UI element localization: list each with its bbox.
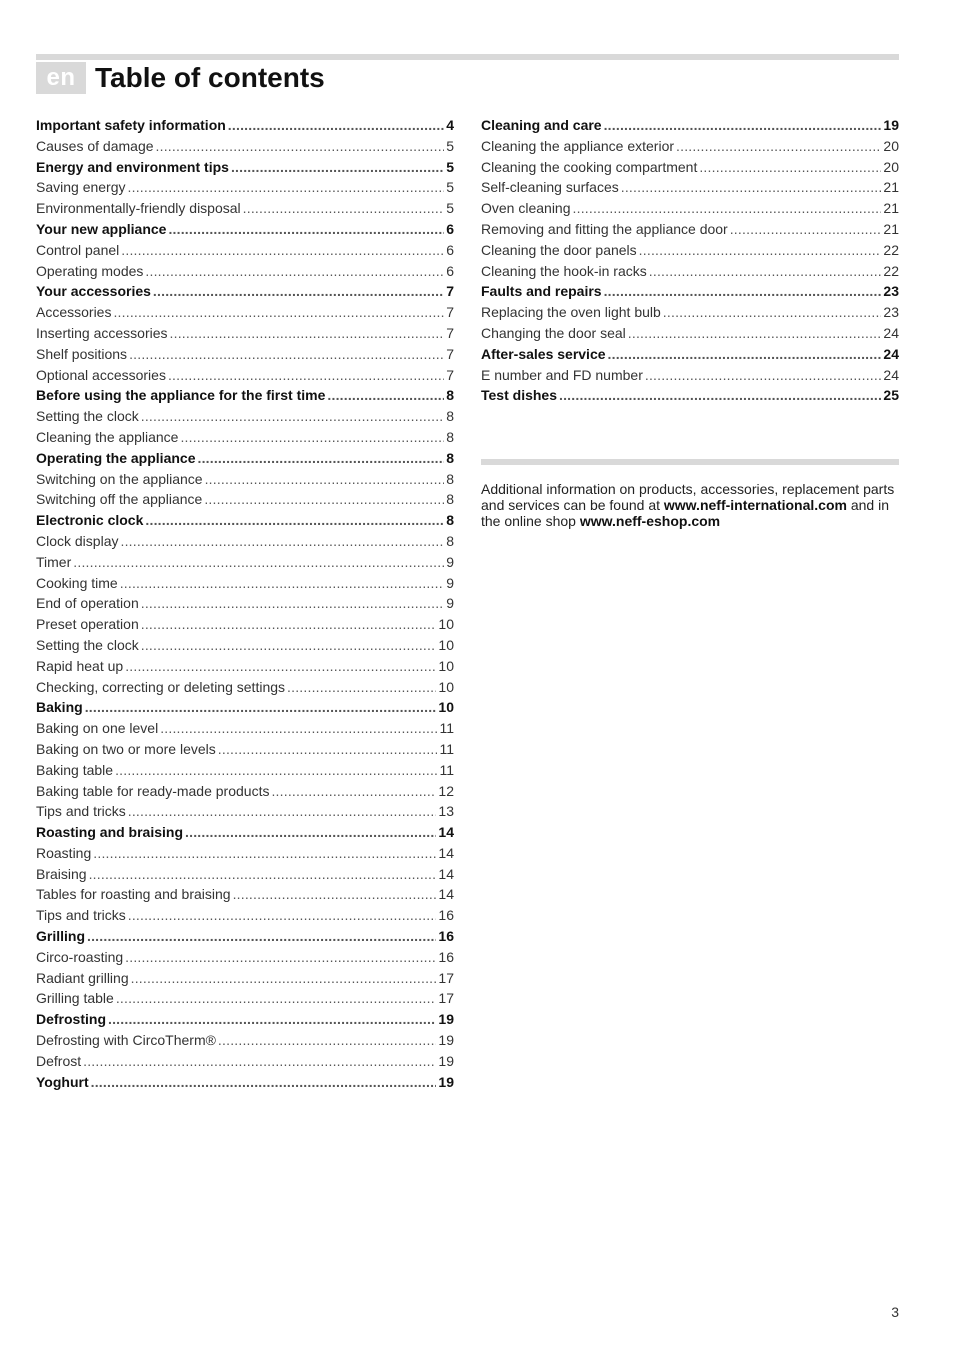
dot-leader	[116, 988, 437, 1009]
toc-entry-label: Removing and fitting the appliance door	[481, 220, 728, 237]
toc-section-entry[interactable]	[36, 469, 454, 490]
dot-leader	[243, 198, 445, 219]
dot-leader	[699, 157, 881, 178]
toc-entry-page: 5	[446, 179, 454, 196]
toc-entry-page: 22	[883, 241, 899, 258]
toc-section-entry[interactable]	[36, 739, 454, 760]
toc-entry-page: 14	[438, 844, 454, 861]
toc-entry-page: 23	[883, 283, 899, 300]
section-divider	[481, 459, 899, 465]
toc-entry-label: Cleaning the door panels	[481, 241, 637, 258]
toc-entry-page: 13	[438, 803, 454, 820]
page-header	[36, 62, 325, 94]
dot-leader	[108, 1009, 436, 1030]
toc-entry-label: Cleaning and care	[481, 117, 602, 133]
dot-leader	[91, 1072, 437, 1093]
toc-section-entry[interactable]	[36, 656, 454, 677]
dot-leader	[168, 365, 444, 386]
toc-entry-page: 21	[883, 220, 899, 237]
toc-entry-label: Control panel	[36, 241, 120, 258]
dot-leader	[156, 136, 445, 157]
dot-leader	[129, 344, 444, 365]
dot-leader	[231, 157, 444, 178]
eshop-link[interactable]: www.neff-eshop.com	[579, 513, 721, 529]
toc-section-entry[interactable]	[36, 406, 454, 427]
toc-entry-label: Rapid heat up	[36, 657, 124, 674]
toc-entry-page: 8	[446, 512, 454, 529]
toc-entry-page: 7	[446, 366, 454, 383]
toc-entry-page: 9	[446, 595, 454, 612]
toc-section-entry[interactable]	[36, 760, 454, 781]
toc-section-entry[interactable]	[36, 427, 454, 448]
toc-entry-label: Changing the door seal	[481, 324, 626, 341]
dot-leader	[218, 1030, 437, 1051]
dot-leader	[131, 968, 437, 989]
toc-entry-label: Yoghurt	[36, 1073, 89, 1090]
toc-entry-label: Timer	[36, 553, 72, 570]
dot-leader	[676, 136, 881, 157]
toc-entry-page: 10	[438, 616, 454, 633]
toc-section-entry[interactable]	[36, 552, 454, 573]
toc-section-entry[interactable]	[36, 864, 454, 885]
toc-entry-label: Test dishes	[481, 387, 557, 404]
toc-entry-label: Cooking time	[36, 574, 118, 591]
toc-section-entry[interactable]	[481, 240, 899, 261]
toc-section-entry[interactable]	[36, 1030, 454, 1051]
toc-section-entry[interactable]	[36, 489, 454, 510]
dot-leader	[573, 198, 882, 219]
dot-leader	[87, 926, 436, 947]
toc-entry-label: Operating modes	[36, 262, 144, 279]
toc-entry-label: Roasting and braising	[36, 824, 184, 841]
toc-entry-label: Causes of damage	[36, 137, 154, 154]
toc-section-entry[interactable]	[36, 677, 454, 698]
toc-entry-label: End of operation	[36, 595, 139, 612]
toc-entry-page: 5	[446, 158, 454, 175]
toc-section-entry[interactable]	[36, 614, 454, 635]
dot-leader	[185, 822, 436, 843]
toc-entry-label: Tips and tricks	[36, 907, 126, 924]
toc-entry-label: Circo-roasting	[36, 948, 124, 965]
dot-leader	[649, 261, 882, 282]
toc-entry-label: Baking table	[36, 761, 114, 778]
toc-section-entry[interactable]	[481, 302, 899, 323]
toc-section-entry[interactable]	[36, 843, 454, 864]
toc-entry-page: 7	[446, 345, 454, 362]
toc-section-entry[interactable]	[481, 219, 899, 240]
dot-leader	[128, 177, 445, 198]
toc-entry-label: Roasting	[36, 844, 92, 861]
toc-entry-label: Faults and repairs	[481, 283, 602, 300]
dot-leader	[141, 635, 437, 656]
toc-entry-page: 16	[438, 928, 454, 945]
toc-entry-page: 14	[438, 865, 454, 882]
toc-entry-page: 9	[446, 553, 454, 570]
toc-entry-label: Operating the appliance	[36, 449, 196, 466]
dot-leader	[233, 884, 437, 905]
toc-entry-label: Tips and tricks	[36, 803, 126, 820]
toc-section-entry[interactable]	[36, 365, 454, 386]
toc-section-entry[interactable]	[36, 198, 454, 219]
toc-entry-label: Defrosting	[36, 1011, 106, 1028]
toc-entry-label: Cleaning the cooking compartment	[481, 158, 698, 175]
dot-leader	[121, 240, 444, 261]
toc-entry-label: Grilling	[36, 928, 85, 945]
dot-leader	[559, 385, 881, 406]
toc-entry-page: 17	[438, 969, 454, 986]
toc-section-entry[interactable]	[481, 136, 899, 157]
toc-chapter-entry[interactable]	[36, 219, 454, 240]
toc-entry-page: 8	[446, 387, 454, 404]
toc-entry-label: Oven cleaning	[481, 200, 571, 217]
toc-section-entry[interactable]	[36, 988, 454, 1009]
toc-entry-label: Defrost	[36, 1052, 82, 1069]
toc-section-entry[interactable]	[36, 261, 454, 282]
toc-entry-label: Checking, correcting or deleting settings	[36, 678, 286, 695]
page-number: 3	[891, 1304, 899, 1320]
toc-entry-page: 17	[438, 990, 454, 1007]
toc-entry-label: Grilling table	[36, 990, 114, 1007]
toc-entry-label: Your new appliance	[36, 220, 167, 237]
toc-entry-label: Saving energy	[36, 179, 126, 196]
toc-section-entry[interactable]	[36, 136, 454, 157]
toc-entry-page: 4	[446, 117, 454, 133]
toc-entry-label: Baking on two or more levels	[36, 740, 216, 757]
dot-leader	[89, 864, 437, 885]
toc-entry-page: 21	[883, 200, 899, 217]
toc-entry-label: Cleaning the appliance exterior	[481, 137, 675, 154]
dot-leader	[639, 240, 882, 261]
dot-leader	[730, 219, 882, 240]
dot-leader	[228, 115, 444, 136]
toc-entry-label: Baking on one level	[36, 720, 159, 737]
toc-entry-page: 21	[883, 179, 899, 196]
language-badge: en	[36, 62, 86, 94]
toc-entry-page: 12	[438, 782, 454, 799]
dot-leader	[85, 697, 437, 718]
toc-section-entry[interactable]	[36, 302, 454, 323]
toc-entry-label: Clock display	[36, 532, 119, 549]
toc-chapter-entry[interactable]	[36, 1072, 454, 1093]
toc-entry-label: Environmentally-friendly disposal	[36, 200, 241, 217]
toc-entry-label: Accessories	[36, 304, 112, 321]
toc-entry-page: 20	[883, 137, 899, 154]
toc-entry-label: Shelf positions	[36, 345, 128, 362]
toc-entry-label: Switching off the appliance	[36, 491, 203, 508]
dot-leader	[204, 489, 444, 510]
toc-entry-label: Switching on the appliance	[36, 470, 203, 487]
dot-leader	[170, 323, 445, 344]
toc-entry-page: 20	[883, 158, 899, 175]
toc-section-entry[interactable]	[36, 718, 454, 739]
toc-entry-page: 16	[438, 907, 454, 924]
toc-section-entry[interactable]	[36, 801, 454, 822]
toc-section-entry[interactable]	[36, 323, 454, 344]
toc-entry-page: 8	[446, 408, 454, 425]
toc-chapter-entry[interactable]	[36, 697, 454, 718]
dot-leader	[645, 365, 882, 386]
dot-leader	[83, 1051, 436, 1072]
dot-leader	[128, 905, 437, 926]
toc-entry-label: Baking	[36, 699, 83, 716]
toc-entry-page: 8	[446, 532, 454, 549]
toc-entry-label: Self-cleaning surfaces	[481, 179, 619, 196]
toc-entry-page: 19	[438, 1052, 454, 1069]
toc-entry-page: 10	[438, 636, 454, 653]
toc-section-entry[interactable]	[36, 781, 454, 802]
dot-leader	[205, 469, 445, 490]
toc-section-entry[interactable]	[36, 947, 454, 968]
toc-entry-page: 8	[446, 491, 454, 508]
toc-entry-page: 7	[446, 324, 454, 341]
toc-section-entry[interactable]	[36, 177, 454, 198]
toc-entry-label: After-sales service	[481, 345, 606, 362]
toc-chapter-entry[interactable]	[481, 385, 899, 406]
toc-section-entry[interactable]	[36, 573, 454, 594]
toc-entry-page: 10	[438, 657, 454, 674]
dot-leader	[160, 718, 437, 739]
dot-leader	[73, 552, 444, 573]
toc-entry-page: 24	[883, 366, 899, 383]
toc-entry-page: 8	[446, 428, 454, 445]
dot-leader	[327, 385, 444, 406]
toc-entry-label: Energy and environment tips	[36, 158, 229, 175]
toc-entry-label: Your accessories	[36, 283, 151, 300]
dot-leader	[145, 510, 444, 531]
toc-section-entry[interactable]	[36, 635, 454, 656]
toc-entry-page: 7	[446, 283, 454, 300]
toc-entry-page: 24	[883, 345, 899, 362]
toc-entry-page: 5	[446, 137, 454, 154]
toc-chapter-entry[interactable]	[481, 344, 899, 365]
dot-leader	[141, 593, 444, 614]
toc-entry-page: 24	[883, 324, 899, 341]
toc-entry-page: 22	[883, 262, 899, 279]
toc-section-entry[interactable]	[36, 344, 454, 365]
toc-entry-page: 11	[439, 720, 454, 737]
toc-entry-page: 23	[883, 304, 899, 321]
dot-leader	[604, 281, 882, 302]
toc-entry-page: 9	[446, 574, 454, 591]
toc-chapter-entry[interactable]	[481, 281, 899, 302]
toc-section-entry[interactable]	[36, 240, 454, 261]
toc-section-entry[interactable]	[36, 1051, 454, 1072]
toc-entry-page: 19	[438, 1032, 454, 1049]
toc-chapter-entry[interactable]	[481, 115, 899, 136]
additional-info-note	[481, 481, 899, 529]
toc-section-entry[interactable]	[481, 323, 899, 344]
toc-section-entry[interactable]	[481, 261, 899, 282]
toc-chapter-entry[interactable]	[36, 157, 454, 178]
toc-chapter-entry[interactable]	[36, 510, 454, 531]
toc-entry-label: Before using the appliance for the first time	[36, 387, 326, 404]
toc-entry-page: 16	[438, 948, 454, 965]
toc-entry-label: Electronic clock	[36, 512, 144, 529]
toc-section-entry[interactable]	[36, 905, 454, 926]
dot-leader	[663, 302, 882, 323]
toc-section-entry[interactable]	[481, 157, 899, 178]
toc-entry-page: 6	[446, 241, 454, 258]
toc-entry-label: Radiant grilling	[36, 969, 129, 986]
toc-entry-label: Baking table for ready-made products	[36, 782, 270, 799]
toc-entry-label: Braising	[36, 865, 87, 882]
toc-entry-label: Defrosting with CircoTherm®	[36, 1032, 216, 1049]
note-text-1: Additional information on products, accessories, replacement parts and services can be found at	[481, 481, 895, 513]
toc-section-entry[interactable]	[36, 968, 454, 989]
dot-leader	[287, 677, 436, 698]
dot-leader	[621, 177, 882, 198]
dot-leader	[197, 448, 444, 469]
dot-leader	[271, 781, 436, 802]
toc-entry-page: 19	[883, 117, 899, 133]
dot-leader	[145, 261, 444, 282]
toc-entry-page: 10	[438, 678, 454, 695]
toc-entry-label: Optional accessories	[36, 366, 166, 383]
toc-entry-label: Cleaning the hook-in racks	[481, 262, 647, 279]
toc-section-entry[interactable]	[36, 593, 454, 614]
website-link[interactable]: www.neff-international.com	[663, 497, 847, 513]
toc-entry-page: 7	[446, 304, 454, 321]
toc-column-right	[481, 115, 899, 406]
toc-entry-label: Tables for roasting and braising	[36, 886, 231, 903]
toc-entry-label: Preset operation	[36, 616, 139, 633]
dot-leader	[153, 281, 444, 302]
toc-entry-label: Important safety information	[36, 117, 226, 133]
toc-section-entry[interactable]	[36, 531, 454, 552]
toc-entry-page: 19	[438, 1073, 454, 1090]
toc-chapter-entry[interactable]	[36, 448, 454, 469]
toc-entry-page: 6	[446, 220, 454, 237]
dot-leader	[113, 302, 444, 323]
toc-entry-page: 25	[883, 387, 899, 404]
toc-entry-label: Replacing the oven light bulb	[481, 304, 661, 321]
dot-leader	[125, 656, 436, 677]
toc-entry-page: 6	[446, 262, 454, 279]
dot-leader	[120, 531, 444, 552]
note-text-2: and in the online shop	[481, 497, 889, 529]
toc-section-entry[interactable]	[481, 365, 899, 386]
toc-entry-page: 10	[438, 699, 454, 716]
toc-chapter-entry[interactable]	[36, 926, 454, 947]
toc-section-entry[interactable]	[481, 177, 899, 198]
dot-leader	[141, 406, 444, 427]
dot-leader	[141, 614, 437, 635]
toc-entry-page: 11	[439, 740, 454, 757]
toc-column-left	[36, 115, 454, 1092]
dot-leader	[120, 573, 445, 594]
toc-entry-label: Setting the clock	[36, 408, 139, 425]
page-title: Table of contents	[95, 62, 325, 93]
toc-entry-page: 11	[439, 761, 454, 778]
dot-leader	[93, 843, 436, 864]
dot-leader	[168, 219, 444, 240]
toc-entry-label: Setting the clock	[36, 636, 139, 653]
toc-chapter-entry[interactable]	[36, 281, 454, 302]
toc-entry-page: 19	[438, 1011, 454, 1028]
dot-leader	[628, 323, 882, 344]
toc-chapter-entry[interactable]	[36, 115, 454, 136]
toc-entry-label: E number and FD number	[481, 366, 643, 383]
dot-leader	[218, 739, 438, 760]
toc-chapter-entry[interactable]	[36, 385, 454, 406]
toc-section-entry[interactable]	[481, 198, 899, 219]
dot-leader	[125, 947, 436, 968]
toc-entry-page: 5	[446, 200, 454, 217]
toc-chapter-entry[interactable]	[36, 1009, 454, 1030]
dot-leader	[115, 760, 437, 781]
toc-entry-page: 14	[438, 824, 454, 841]
toc-entry-page: 8	[446, 470, 454, 487]
toc-entry-label: Inserting accessories	[36, 324, 168, 341]
toc-section-entry[interactable]	[36, 884, 454, 905]
toc-entry-page: 14	[438, 886, 454, 903]
dot-leader	[128, 801, 437, 822]
dot-leader	[180, 427, 444, 448]
toc-chapter-entry[interactable]	[36, 822, 454, 843]
dot-leader	[604, 115, 882, 136]
dot-leader	[608, 344, 882, 365]
toc-entry-page: 8	[446, 449, 454, 466]
toc-entry-label: Cleaning the appliance	[36, 428, 179, 445]
top-divider	[36, 54, 899, 60]
